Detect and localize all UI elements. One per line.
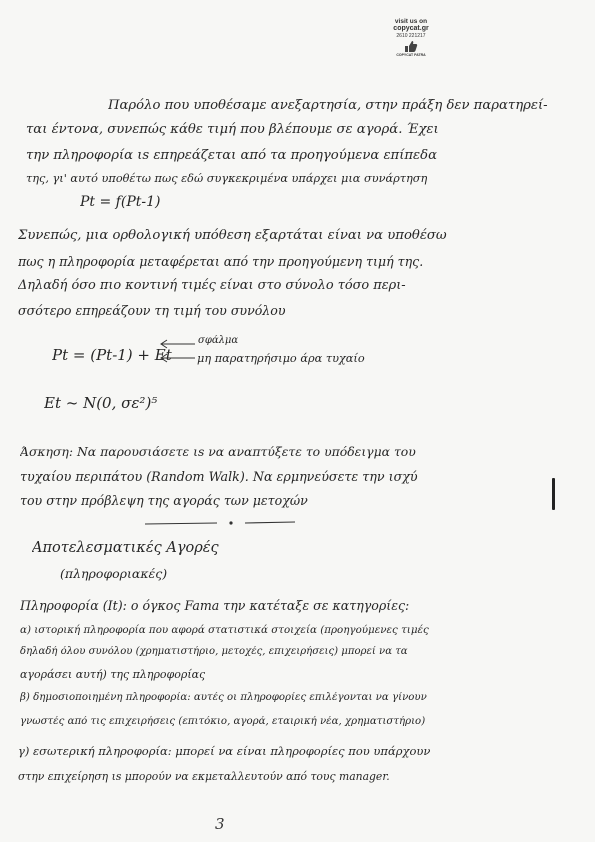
section-heading: Αποτελεσματικές Αγορές xyxy=(32,540,219,556)
handwritten-line: την πληροφορία ιs επηρεάζεται από τα προηγούμενα επίπεδα xyxy=(26,148,437,163)
exercise-line: του στην πρόβλεψη της αγοράς των μετοχών xyxy=(20,493,308,508)
handwritten-line: αγοράσει αυτή) της πληροφορίας xyxy=(20,668,206,681)
separator-divider xyxy=(145,517,295,529)
handwritten-line: β) δημοσιοποιημένη πληροφορία: αυτές οι πληροφορίες επιλέγονται να γίνουν xyxy=(20,692,427,703)
exercise-line: τυχαίου περιπάτου (Random Walk). Να ερμηνεύσετε την ισχύ xyxy=(20,469,418,484)
exercise-line: Άσκηση: Να παρουσιάσετε ιs να αναπτύξετε το υπόδειγμα του xyxy=(20,444,416,459)
handwritten-line: Δηλαδή όσο πιο κοντινή τιμές είναι στο σύνολο τόσο περι- xyxy=(18,278,406,293)
handwritten-line: γνωστές από τις επιχειρήσεις (επιτόκιο, αγορά, εταιρική νέα, χρηματιστήριο) xyxy=(20,716,426,727)
section-subheading: (πληροφοριακές) xyxy=(60,566,168,581)
copycat-logo xyxy=(380,18,442,78)
annotation-error: σφάλμα xyxy=(198,335,239,346)
handwritten-line: Πληροφορία (It): ο όγκος Fama την κατέταξε σε κατηγορίες: xyxy=(20,598,410,613)
logo-phone-text: 2610 221217 xyxy=(396,33,426,39)
annotation-random: μη παρατηρήσιμο άρα τυχαίο xyxy=(197,352,365,365)
formula-line: Et ~ N(0, σε²)⁵ xyxy=(44,394,158,412)
handwritten-line: ται έντονα, συνεπώς κάθε τιμή που βλέπουμε σε αγορά. Έχει xyxy=(26,122,439,137)
handwritten-line: Παρόλο που υποθέσαμε ανεξαρτησία, στην πράξη δεν παρατηρεί- xyxy=(108,98,548,113)
handwritten-line: α) ιστορική πληροφορία που αφορά στατιστικά στοιχεία (προηγούμενες τιμές xyxy=(20,624,429,636)
handwritten-line: πως η πληροφορία μεταφέρεται από την προηγούμενη τιμή της. xyxy=(18,254,424,269)
handwritten-line: σσότερο επηρεάζουν τη τιμή του συνόλου xyxy=(18,303,286,318)
arrow-icon xyxy=(157,338,197,368)
logo-site-text: copycat.gr xyxy=(393,25,429,32)
page-number: 3 xyxy=(215,815,225,833)
margin-mark xyxy=(552,478,555,510)
handwritten-line: δηλαδή όλου συνόλου (χρηματιστήριο, μετοχές, επιχειρήσεις) μπορεί να τα xyxy=(20,646,408,657)
formula-line: Pt = (Pt-1) + Et xyxy=(52,346,172,364)
logo-brand-text: COPYCAT PATRA xyxy=(396,53,426,57)
formula-line: Pt = f(Pt-1) xyxy=(80,194,161,210)
handwritten-line: στην επιχείρηση ιs μπορούν να εκμεταλλευτούν από τους manager. xyxy=(18,770,390,783)
handwritten-line: της, γι' αυτό υποθέτω πως εδώ συγκεκριμένα υπάρχει μια συνάρτηση xyxy=(26,172,428,185)
handwritten-line: Συνεπώς, μια ορθολογική υπόθεση εξαρτάται είναι να υποθέσω xyxy=(18,228,447,243)
logo-visit-text: visit us on xyxy=(394,18,428,25)
thumbs-up-icon xyxy=(404,40,418,53)
handwritten-line: γ) εσωτερική πληροφορία: μπορεί να είναι πληροφορίες που υπάρχουν xyxy=(18,744,431,758)
